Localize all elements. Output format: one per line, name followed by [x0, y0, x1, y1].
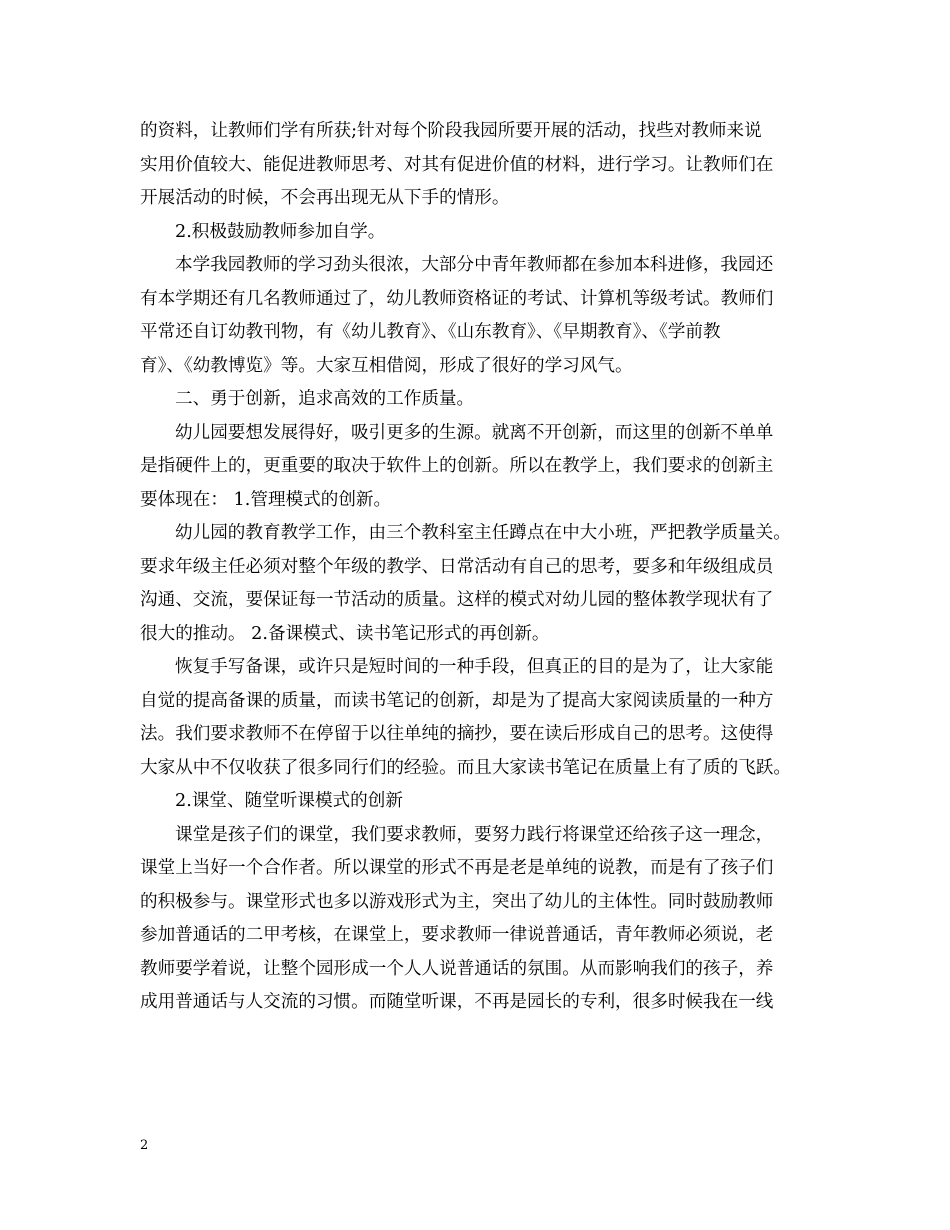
text-line: 本学我园教师的学习劲头很浓，大部分中青年教师都在参加本科进修，我园还 — [175, 255, 774, 275]
text-line: 大家从中不仅收获了很多同行们的经验。而且大家读书笔记在质量上有了质的飞跃。 — [140, 757, 791, 778]
text-line: 的积极参与。课堂形式也多以游戏形式为主，突出了幼儿的主体性。同时鼓励教师 — [140, 891, 774, 912]
text-line: 课堂是孩子们的课堂，我们要求教师，要努力践行将课堂还给孩子这一理念， — [175, 824, 774, 845]
section-heading: 二、勇于创新，追求高效的工作质量。 — [175, 389, 475, 409]
text-line: 是指硬件上的，更重要的取决于软件上的创新。所以在教学上，我们要求的创新主 — [140, 456, 774, 476]
text-line: 幼儿园的教育教学工作，由三个教科室主任蹲点在中大小班，严把教学质量关。 — [175, 523, 791, 543]
text-line: 幼儿园要想发展得好，吸引更多的生源。就离不开创新，而这里的创新不单单 — [175, 422, 774, 443]
text-line: 教师要学着说，让整个园形成一个人人说普通话的氛围。从而影响我们的孩子，养 — [140, 958, 774, 979]
text-line: 参加普通话的二甲考核，在课堂上，要求教师一律说普通话，青年教师必须说，老 — [140, 925, 774, 945]
text-line: 很大的推动。 2.备课模式、读书笔记形式的再创新。 — [140, 623, 550, 644]
text-line: 法。我们要求教师不在停留于以往单纯的摘抄，要在读后形成自己的思考。这使得 — [140, 724, 774, 744]
text-line: 课堂上当好一个合作者。所以课堂的形式不再是老是单纯的说教，而是有了孩子们 — [140, 858, 774, 878]
document-body — [140, 115, 830, 1020]
text-line: 有本学期还有几名教师通过了，幼儿教师资格证的考试、计算机等级考试。教师们 — [140, 288, 774, 309]
text-line: 成用普通话与人交流的习惯。而随堂听课，不再是园长的专利，很多时候我在一线 — [140, 992, 774, 1012]
text-line: 的资料，让教师们学有所获;针对每个阶段我园所要开展的活动，找些对教师来说 — [140, 121, 762, 141]
text-line: 沟通、交流，要保证每一节活动的质量。这样的模式对幼儿园的整体教学现状有了 — [140, 590, 774, 610]
section-heading: 2.课堂、随堂听课模式的创新 — [175, 791, 403, 811]
text-line: 自觉的提高备课的质量，而读书笔记的创新，却是为了提高大家阅读质量的一种方 — [140, 690, 774, 711]
text-line: 实用价值较大、能促进教师思考、对其有促进价值的材料，进行学习。让教师们在 — [140, 154, 774, 175]
page-number: 2 — [140, 1138, 149, 1153]
text-line: 要求年级主任必须对整个年级的教学、日常活动有自己的思考，要多和年级组成员 — [140, 556, 774, 577]
text-line: 育》、《幼教博览》等。大家互相借阅，形成了很好的学习风气。 — [140, 355, 633, 376]
section-heading: 2.积极鼓励教师参加自学。 — [175, 221, 386, 242]
text-line: 开展活动的时候，不会再出现无从下手的情形。 — [140, 188, 510, 208]
text-line: 平常还自订幼教刊物，有《幼儿教育》、《山东教育》、《早期教育》、《学前教 — [140, 322, 721, 342]
text-line: 要体现在： 1.管理模式的创新。 — [140, 489, 392, 510]
text-line: 恢复手写备课，或许只是短时间的一种手段，但真正的目的是为了，让大家能 — [175, 657, 774, 677]
